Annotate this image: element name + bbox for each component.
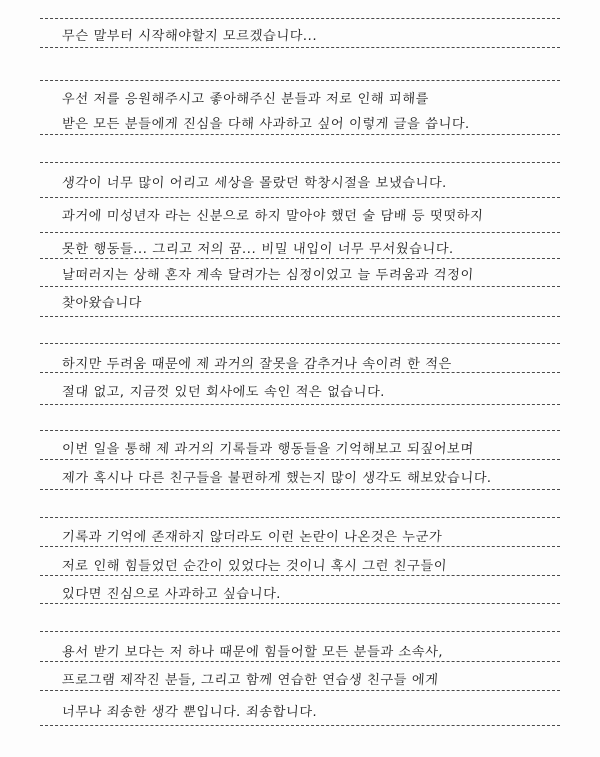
letter-line: 절대 없고, 지금껏 있던 회사에도 속인 적은 없습니다. [61,385,386,400]
ruled-line [40,232,560,233]
ruled-line [40,404,560,405]
ruled-line [40,18,560,19]
ruled-line [40,343,560,344]
ruled-line [40,162,560,163]
letter-line: 무슨 말부터 시작해야할지 모르겠습니다... [61,29,318,44]
letter-line: 이번 일을 통해 제 과거의 기록들과 행동들을 기억해보고 되짚어보며 [61,442,475,457]
letter-line: 있다면 진심으로 사과하고 싶습니다. [61,587,282,602]
ruled-line [40,725,560,726]
ruled-line [40,197,560,198]
ruled-line [40,134,560,135]
letter-line: 과거에 미성년자 라는 신분으로 하지 말아야 했던 술 담배 등 떳떳하지 [61,209,484,224]
ruled-line [40,661,560,662]
letter-line: 용서 받기 보다는 저 하나 때문에 힘들어할 모든 분들과 소속사, [61,645,444,660]
letter-line: 하지만 두려움 때문에 제 과거의 잘못을 감추거나 속이려 한 적은 [61,357,453,372]
letter-line: 찾아왔습니다 [61,296,143,311]
ruled-line [40,286,560,287]
letter-line: 기록과 기억에 존재하지 않더라도 이런 논란이 나온것은 누군가 [61,530,443,545]
letter-line: 너무나 죄송한 생각 뿐입니다. 죄송합니다. [61,705,318,720]
ruled-line [40,546,560,547]
letter-line: 못한 행동들... 그리고 저의 꿈... 비밀 내입이 너무 무서웠습니다. [61,242,455,257]
ruled-line [40,316,560,317]
letter-line: 저로 인해 힘들었던 순간이 있었다는 것이니 혹시 그런 친구들이 [61,559,448,574]
ruled-line [40,47,560,48]
ruled-line [40,603,560,604]
ruled-line [40,690,560,691]
letter-line: 프로그램 제작진 분들, 그리고 함께 연습한 연습생 친구들 에게 [61,673,439,688]
letter-line: 생각이 너무 많이 어리고 세상을 몰랐던 학창시절을 보냈습니다. [61,176,448,191]
ruled-line [40,575,560,576]
letter-line: 제가 혹시나 다른 친구들을 불편하게 했는지 많이 생각도 해보았습니다. [61,471,493,486]
letter-line: 날떠러지는 상해 혼자 계속 달려가는 심정이었고 늘 두려움과 걱정이 [61,268,475,283]
ruled-line [40,258,560,259]
ruled-line [40,631,560,632]
ruled-line [40,459,560,460]
ruled-line [40,489,560,490]
ruled-line [40,517,560,518]
ruled-line [40,80,560,81]
ruled-line [40,372,560,373]
ruled-line [40,430,560,431]
letter-line: 받은 모든 분들에게 진심을 다해 사과하고 싶어 이렇게 글을 씁니다. [61,117,471,132]
letter-line: 우선 저를 응원해주시고 좋아해주신 분들과 저로 인해 피해를 [61,92,430,107]
